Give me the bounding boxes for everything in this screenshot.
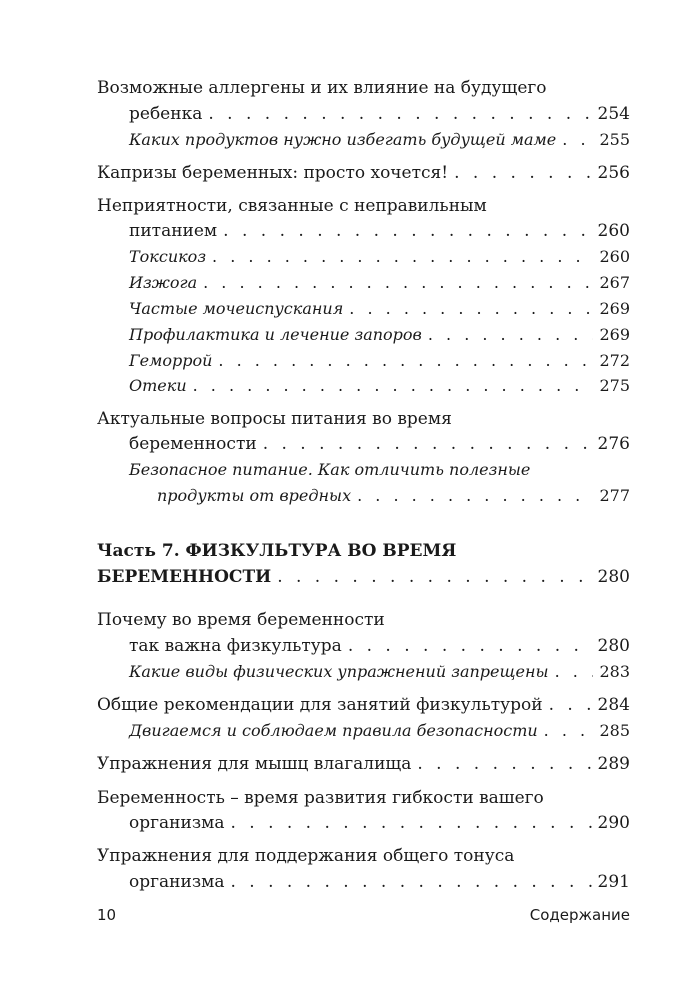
toc-entry — [97, 843, 630, 869]
toc-entry — [97, 75, 630, 101]
toc-entry — [97, 101, 630, 127]
toc-entry-title: БЕРЕМЕННОСТИ — [97, 567, 272, 587]
toc-entry — [97, 633, 630, 659]
leader-dots — [562, 127, 593, 153]
toc-entry-title: Токсикоз — [129, 247, 207, 266]
toc-entry-title: Безопасное питание. Как отличить полезные — [129, 460, 531, 479]
toc-entry-title: Упражнения для мышц влагалища — [97, 754, 412, 774]
toc-entry — [97, 869, 630, 895]
toc-entry-page: 260 — [599, 247, 630, 266]
leader-dots — [208, 101, 591, 127]
toc-subentry — [97, 373, 630, 399]
toc-entry-page: 275 — [599, 376, 630, 395]
leader-dots — [223, 218, 591, 244]
toc-entry-title: Изжога — [129, 273, 198, 292]
toc-entry — [97, 160, 630, 186]
toc-entry-title: Двигаемся и соблюдаем правила безопасности — [129, 721, 538, 740]
leader-dots — [218, 348, 593, 374]
toc-subentry — [97, 322, 630, 348]
toc-entry-page: 280 — [597, 567, 630, 587]
toc-entry-page: 254 — [597, 104, 630, 124]
toc-subentry — [97, 296, 630, 322]
leader-dots — [417, 751, 591, 777]
toc-entry — [97, 406, 630, 432]
leader-dots — [230, 810, 591, 836]
toc-part-heading — [97, 564, 630, 590]
toc-entry-page: 269 — [599, 325, 630, 344]
leader-dots — [544, 718, 594, 744]
toc-entry-title: беременности — [129, 434, 257, 454]
leader-dots — [230, 869, 591, 895]
toc-entry-title: Беременность – время развития гибкости вашего — [97, 788, 544, 808]
toc-entry-page: 260 — [597, 221, 630, 241]
toc-entry-title: Капризы беременных: просто хочется! — [97, 163, 449, 183]
toc-entry-title: продукты от вредных — [157, 486, 352, 505]
toc-entry — [97, 218, 630, 244]
toc-entry-page: 256 — [597, 163, 630, 183]
toc-subentry — [97, 457, 630, 483]
leader-dots — [549, 692, 592, 718]
toc-subentry — [97, 659, 630, 685]
toc-entry-title: Неприятности, связанные с неправильным — [97, 196, 487, 216]
toc-entry — [97, 431, 630, 457]
leader-dots — [203, 270, 593, 296]
toc-entry-title: так важна физкультура — [129, 636, 342, 656]
toc-entry-page: 269 — [599, 299, 630, 318]
toc-entry-title: Отеки — [129, 376, 187, 395]
toc-entry-page: 284 — [597, 695, 630, 715]
toc-entry — [97, 751, 630, 777]
toc-entry — [97, 607, 630, 633]
toc-entry — [97, 785, 630, 811]
toc-entry — [97, 193, 630, 219]
toc-entry-title: Частые мочеиспускания — [129, 299, 344, 318]
toc-subentry — [97, 244, 630, 270]
toc-entry — [97, 810, 630, 836]
toc-entry-page: 276 — [597, 434, 630, 454]
leader-dots — [212, 244, 593, 270]
toc-entry-title: Актуальные вопросы питания во время — [97, 409, 452, 429]
toc-entry-title: Какие виды физических упражнений запрещены — [129, 662, 549, 681]
toc-entry-title: ребенка — [129, 104, 203, 124]
toc-subentry — [97, 270, 630, 296]
toc-entry-page: 272 — [599, 351, 630, 370]
leader-dots — [454, 160, 591, 186]
leader-dots — [349, 296, 593, 322]
leader-dots — [357, 483, 593, 509]
toc-entry-page: 290 — [597, 813, 630, 833]
toc-entry-page: 289 — [597, 754, 630, 774]
toc-entry-title: Возможные аллергены и их влияние на будущего — [97, 78, 547, 98]
toc-entry-page: 285 — [599, 721, 630, 740]
toc-part-heading — [97, 538, 630, 564]
leader-dots — [277, 564, 591, 590]
toc-entry-title: Упражнения для поддержания общего тонуса — [97, 846, 515, 866]
footer-page-number: 10 — [97, 906, 117, 924]
toc-entry-page: 277 — [599, 486, 630, 505]
toc-entry-page: 267 — [599, 273, 630, 292]
toc-entry-title: организма — [129, 813, 225, 833]
leader-dots — [193, 373, 594, 399]
toc-subentry — [97, 718, 630, 744]
toc-subentry — [97, 127, 630, 153]
toc-entry-title: Почему во время беременности — [97, 610, 385, 630]
leader-dots — [263, 431, 592, 457]
toc-entry-title: Каких продуктов нужно избегать будущей маме — [129, 130, 557, 149]
toc-entry-page: 255 — [599, 130, 630, 149]
toc-entry-title: Геморрой — [129, 351, 213, 370]
toc-entry — [97, 692, 630, 718]
toc-entry-title: Профилактика и лечение запоров — [129, 325, 422, 344]
leader-dots — [555, 659, 594, 685]
toc-entry-title: Часть 7. ФИЗКУЛЬТУРА ВО ВРЕМЯ — [97, 541, 457, 561]
toc-entry-page: 291 — [597, 872, 630, 892]
leader-dots — [428, 322, 594, 348]
leader-dots — [348, 633, 592, 659]
toc-entry-page: 283 — [599, 662, 630, 681]
toc-entry-title: Общие рекомендации для занятий физкультурой — [97, 695, 543, 715]
toc-entry-page: 280 — [597, 636, 630, 656]
toc-entry-title: питанием — [129, 221, 218, 241]
footer-section-title: Содержание — [529, 906, 630, 924]
toc-entry-title: организма — [129, 872, 225, 892]
toc-subentry — [97, 483, 630, 509]
toc-subentry — [97, 348, 630, 374]
